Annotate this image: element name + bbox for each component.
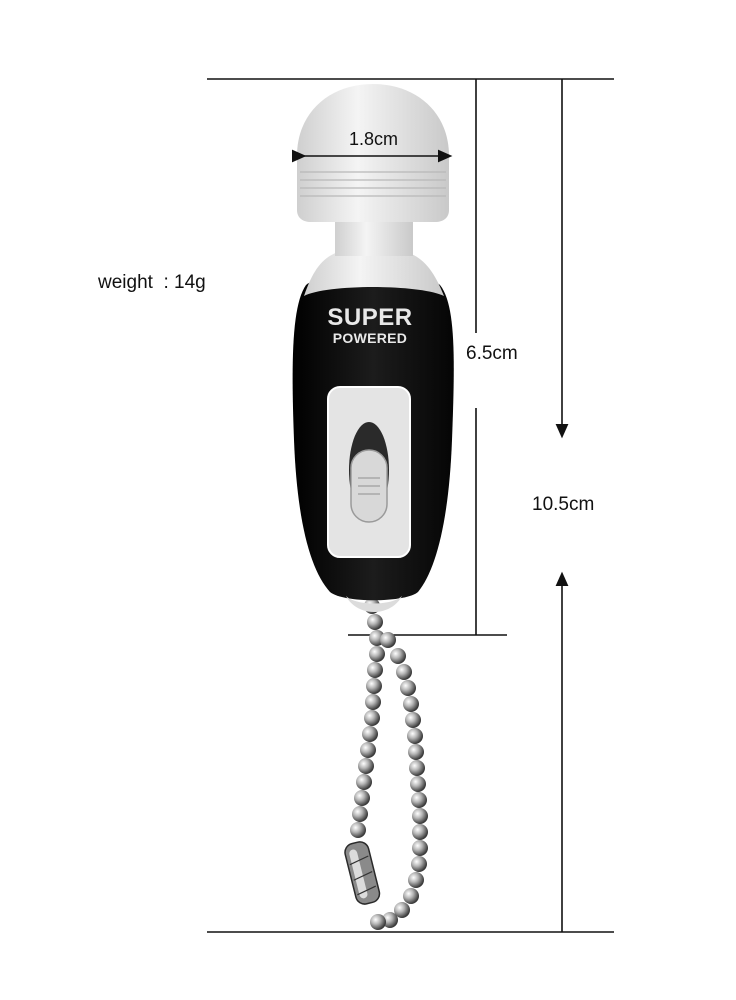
logo-text-super: SUPER (327, 304, 413, 331)
body-length-label: 6.5cm (466, 343, 518, 364)
chain-left-strand (350, 598, 385, 838)
total-length-label: 10.5cm (532, 494, 595, 515)
head-dome (297, 84, 449, 222)
weight-label: weight : 14g (98, 272, 206, 293)
logo-text-powered: POWERED (332, 330, 408, 346)
head-width-label: 1.8cm (349, 129, 399, 149)
ball-chain (343, 598, 428, 930)
wand-device (293, 84, 454, 612)
chain-clasp (343, 840, 381, 906)
